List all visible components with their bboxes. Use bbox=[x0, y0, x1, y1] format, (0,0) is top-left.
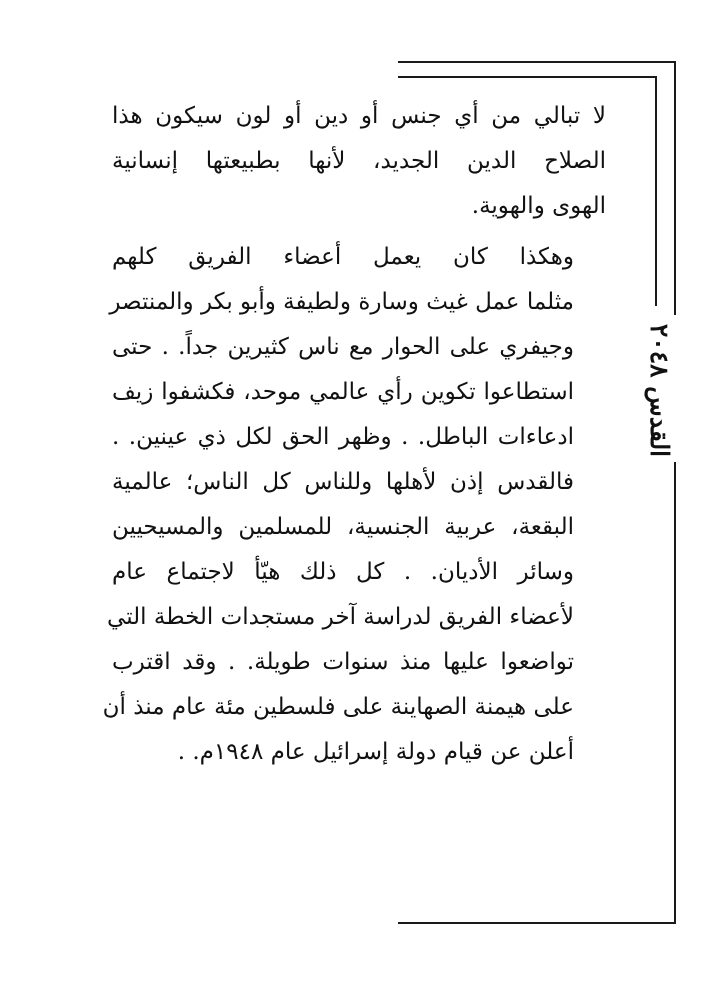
paragraph-1 bbox=[112, 94, 606, 229]
frame-right-outer-line bbox=[674, 61, 676, 315]
text-line: الصلاح الدين الجديد، لأنها بطبيعتها إنسانية bbox=[112, 148, 606, 174]
text-line: أعلن عن قيام دولة إسرائيل عام ١٩٤٨م. . bbox=[177, 739, 574, 765]
text-line: وجيفري على الحوار مع ناس كثيرين جداً. . حتى bbox=[112, 334, 574, 360]
text-line: تواضعوا عليها منذ سنوات طويلة. . وقد اقترب bbox=[112, 649, 574, 675]
frame-bottom-line bbox=[398, 922, 676, 924]
text-line: وهكذا كان يعمل أعضاء الفريق كلهم bbox=[112, 244, 574, 270]
text-line: مثلما عمل غيث وسارة ولطيفة وأبو بكر والمنتصر bbox=[109, 289, 574, 315]
page-body-text bbox=[102, 94, 606, 775]
text-line: لأعضاء الفريق لدراسة آخر مستجدات الخطة التي bbox=[107, 604, 574, 630]
text-line: استطاعوا تكوين رأي عالمي موحد، فكشفوا زيف bbox=[112, 379, 574, 405]
frame-right-inner-line bbox=[655, 76, 657, 306]
frame-top-outer-line bbox=[398, 61, 675, 63]
text-line: وسائر الأديان. . كل ذلك هيّأ لاجتماع عام bbox=[112, 559, 574, 585]
text-line: البقعة، عربية الجنسية، للمسلمين والمسيحيين bbox=[112, 514, 574, 540]
text-line: فالقدس إذن لأهلها وللناس كل الناس؛ عالمية bbox=[112, 469, 574, 495]
running-head-title: القدس ٢٠٤٨ bbox=[645, 323, 675, 457]
running-head bbox=[638, 322, 682, 458]
frame-top-inner-line bbox=[398, 76, 656, 78]
text-line: لا تبالي من أي جنس أو دين أو لون سيكون هذا bbox=[112, 103, 606, 129]
frame-bottom-right-line bbox=[674, 462, 676, 924]
text-line: ادعاءات الباطل. . وظهر الحق لكل ذي عينين. . bbox=[112, 424, 574, 450]
text-line: على هيمنة الصهاينة على فلسطين مئة عام منذ أن bbox=[102, 694, 574, 720]
paragraph-2 bbox=[102, 235, 606, 775]
text-line: الهوى والهوية. bbox=[471, 193, 606, 219]
